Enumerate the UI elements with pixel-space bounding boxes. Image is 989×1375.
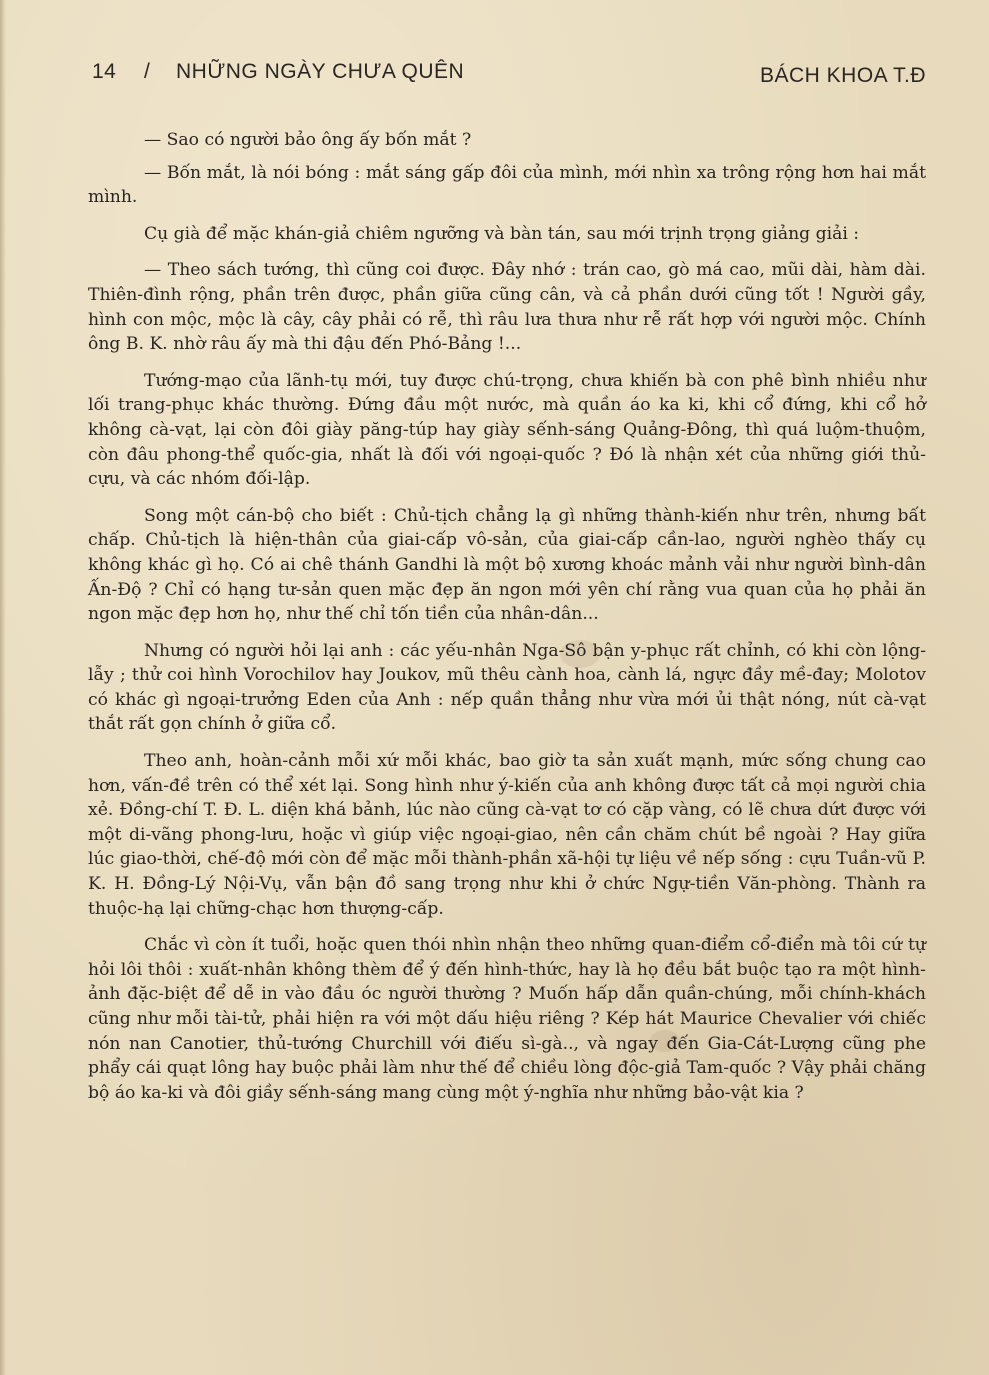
paragraph-1: — Sao có người bảo ông ấy bốn mắt ? (144, 130, 472, 150)
page-edge-shadow (0, 0, 6, 1375)
running-header (92, 60, 926, 94)
paragraph-5: Tướng-mạo của lãnh-tụ mới, tuy được chú-trọng, chưa khiến bà con phê bình nhiều như lối trang-phục khác thường. Đứng đầu một nước, mà quần áo ka ki, khi cổ đứng, khi cổ hở không cà-vạt, lại còn đôi giày păng-túp hay giày sếnh-sáng Quảng-Đông, thì quá luộm-thuộm, còn đâu phong-thể quốc-gia, nhất là đối với ngoại-quốc ? Đó là nhận xét của những giới thủ-cựu, và các nhóm đối-lập. (88, 370, 926, 490)
article-body (88, 128, 926, 1117)
paragraph-6: Song một cán-bộ cho biết : Chủ-tịch chẳng lạ gì những thành-kiến như trên, nhưng bất chấp. Chủ-tịch là hiện-thân của giai-cấp vô-sản, của giai-cấp cần-lao, người nghèo thấy cụ không khác gì họ. Có ai chê thánh Gandhi là một bộ xương khoác mảnh vải như người bình-dân Ấn-Độ ? Chỉ có hạng tư-sản quen mặc đẹp ăn ngon mới yên chí rằng vua quan của họ phải ăn ngon mặc đẹp hơn họ, như thế chỉ tốn tiền của nhân-dân... (88, 505, 926, 625)
chapter-title: NHỮNG NGÀY CHƯA QUÊN (176, 60, 465, 83)
paragraph-4: — Theo sách tướng, thì cũng coi được. Đây nhớ : trán cao, gò má cao, mũi dài, hàm dài. Thiên-đình rộng, phần trên được, phần giữa cũng cân, và cả phần dưới cũng tốt ! Người gầy, hình con mộc, mộc là cây, cây phải có rễ, thì râu lưa thưa như rễ rất hợp với người mộc. Chính ông B. K. nhờ râu ấy mà thi đậu đến Phó-Bảng !... (88, 260, 926, 355)
paragraph-7: Nhưng có người hỏi lại anh : các yếu-nhân Nga-Sô bận y-phục rất chỉnh, có khi còn lộng-lẫy ; thử coi hình Vorochilov hay Joukov, mũ thêu cành hoa, cành lá, ngực đầy mề-đay; Molotov có khác gì ngoại-trưởng Eden của Anh : nếp quần thẳng như vừa mới ủi thật nóng, nút cà-vạt thắt rất gọn chính ở giữa cổ. (88, 640, 926, 735)
paragraph-9: Chắc vì còn ít tuổi, hoặc quen thói nhìn nhận theo những quan-điểm cổ-điển mà tôi cứ tự hỏi lôi thôi : xuất-nhân không thèm để ý đến hình-thức, hay là họ đều bắt buộc tạo ra một hình-ảnh đặc-biệt để dễ in vào đầu óc người thường ? Muốn hấp dẫn quần-chúng, mỗi chính-khách cũng như mỗi tài-tử, phải hiện ra với một dấu hiệu riêng ? Kép hát Maurice Chevalier với chiếc nón nan Canotier, thủ-tướng Churchill với điếu sì-gà.., và ngay đến Gia-Cát-Lượng cũng phe phẩy cái quạt lông hay buộc phải làm như thế để chiều lòng độc-giả Tam-quốc ? Vậy phải chăng bộ áo ka-ki và đôi giầy sếnh-sáng mang cùng một ý-nghĩa như những bảo-vật kia ? (88, 935, 926, 1103)
header-separator: / (144, 60, 151, 83)
paragraph-2: — Bốn mắt, là nói bóng : mắt sáng gấp đôi của mình, mới nhìn xa trông rộng hơn hai mắt mình. (88, 162, 926, 208)
publication-name: BÁCH KHOA T.Đ (760, 64, 926, 87)
paragraph-3: Cụ già để mặc khán-giả chiêm ngưỡng và bàn tán, sau mới trịnh trọng giảng giải : (144, 223, 860, 244)
paragraph-8: Theo anh, hoàn-cảnh mỗi xứ mỗi khác, bao giờ ta sản xuất mạnh, mức sống chung cao hơn, vấn-đề trên có thể xét lại. Song hình như ý-kiến của anh không được tất cả mọi người chia xẻ. Đồng-chí T. Đ. L. diện khá bảnh, lúc nào cũng cà-vạt tơ có cặp vàng, có lẽ chưa dứt được với một di-vãng phong-lưu, hoặc vì giúp việc ngoại-giao, nên cần chăm chút bề ngoài ? Hay giữa lúc giao-thời, chế-độ mới còn để mặc mỗi thành-phần xã-hội tự liệu về nếp sống : cựu Tuần-vũ P. K. H. Đồng-Lý Nội-Vụ, vẫn bận đồ sang trọng như khi ở chức Ngự-tiền Văn-phòng. Thành ra thuộc-hạ lại chững-chạc hơn thượng-cấp. (88, 751, 926, 919)
page-number: 14 (92, 60, 117, 83)
